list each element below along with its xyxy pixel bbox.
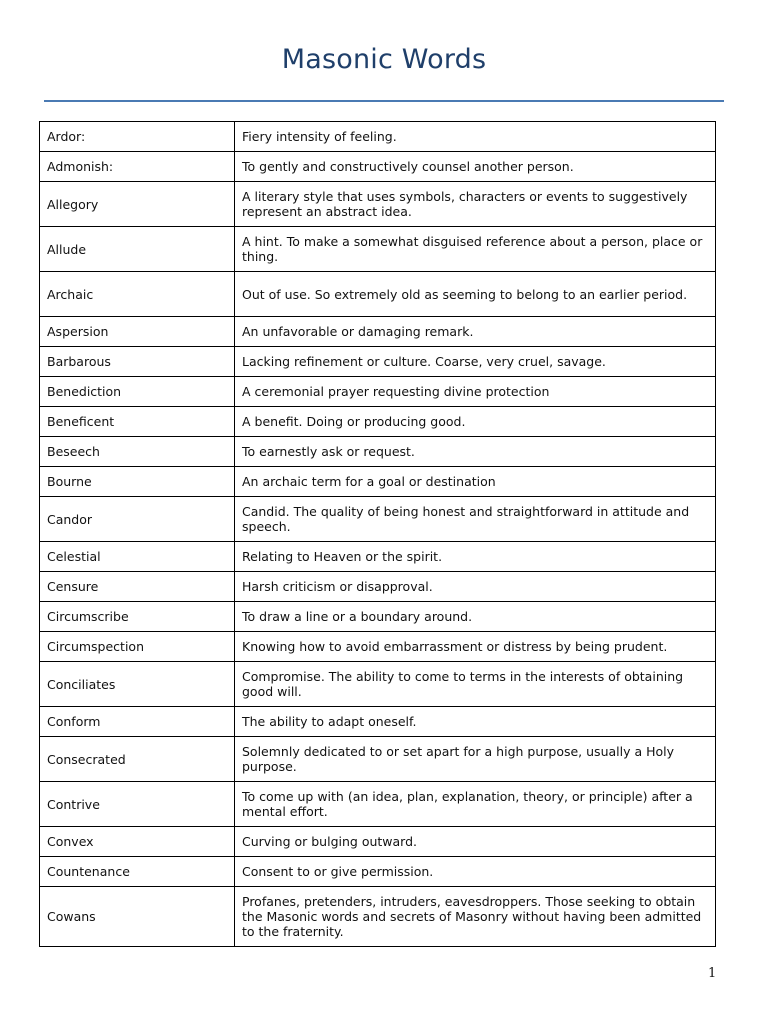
- definition-cell: A ceremonial prayer requesting divine protection: [235, 377, 716, 407]
- term-cell: Candor: [40, 497, 235, 542]
- definition-cell: A literary style that uses symbols, characters or events to suggestively represent an abstract idea.: [235, 182, 716, 227]
- term-cell: Cowans: [40, 887, 235, 947]
- term-cell: Conform: [40, 707, 235, 737]
- definition-cell: Harsh criticism or disapproval.: [235, 572, 716, 602]
- definition-cell: Knowing how to avoid embarrassment or distress by being prudent.: [235, 632, 716, 662]
- term-cell: Convex: [40, 827, 235, 857]
- term-cell: Countenance: [40, 857, 235, 887]
- definition-cell: The ability to adapt oneself.: [235, 707, 716, 737]
- term-cell: Beneficent: [40, 407, 235, 437]
- definition-cell: Compromise. The ability to come to terms in the interests of obtaining good will.: [235, 662, 716, 707]
- term-cell: Contrive: [40, 782, 235, 827]
- table-row: [40, 152, 716, 182]
- table-row: [40, 317, 716, 347]
- table-row: [40, 377, 716, 407]
- definition-cell: To come up with (an idea, plan, explanation, theory, or principle) after a mental effort.: [235, 782, 716, 827]
- term-cell: Beseech: [40, 437, 235, 467]
- table-row: [40, 542, 716, 572]
- table-row: [40, 707, 716, 737]
- table-row: [40, 827, 716, 857]
- table-row: [40, 227, 716, 272]
- definition-cell: An archaic term for a goal or destination: [235, 467, 716, 497]
- term-cell: Archaic: [40, 272, 235, 317]
- table-row: [40, 467, 716, 497]
- table-row: [40, 572, 716, 602]
- table-row: [40, 737, 716, 782]
- table-row: [40, 347, 716, 377]
- table-row: [40, 407, 716, 437]
- term-cell: Admonish:: [40, 152, 235, 182]
- definition-cell: To draw a line or a boundary around.: [235, 602, 716, 632]
- definition-cell: To gently and constructively counsel another person.: [235, 152, 716, 182]
- definition-cell: Lacking refinement or culture. Coarse, very cruel, savage.: [235, 347, 716, 377]
- table-row: [40, 857, 716, 887]
- table-row: [40, 182, 716, 227]
- table-row: [40, 437, 716, 467]
- definition-cell: Curving or bulging outward.: [235, 827, 716, 857]
- definition-cell: Profanes, pretenders, intruders, eavesdroppers. Those seeking to obtain the Masonic words and secrets of Masonry without having been admitted to the fraternity.: [235, 887, 716, 947]
- term-cell: Consecrated: [40, 737, 235, 782]
- definition-cell: Candid. The quality of being honest and straightforward in attitude and speech.: [235, 497, 716, 542]
- table-row: [40, 602, 716, 632]
- definition-cell: Consent to or give permission.: [235, 857, 716, 887]
- table-row: [40, 887, 716, 947]
- term-cell: Aspersion: [40, 317, 235, 347]
- page-title: Masonic Words: [281, 44, 487, 75]
- definition-cell: To earnestly ask or request.: [235, 437, 716, 467]
- table-row: [40, 497, 716, 542]
- table-row: [40, 632, 716, 662]
- term-cell: Circumscribe: [40, 602, 235, 632]
- definition-cell: A benefit. Doing or producing good.: [235, 407, 716, 437]
- definition-cell: A hint. To make a somewhat disguised reference about a person, place or thing.: [235, 227, 716, 272]
- page-number: 1: [708, 966, 717, 981]
- glossary-table: [39, 121, 716, 947]
- term-cell: Allude: [40, 227, 235, 272]
- term-cell: Barbarous: [40, 347, 235, 377]
- term-cell: Ardor:: [40, 122, 235, 152]
- term-cell: Allegory: [40, 182, 235, 227]
- term-cell: Celestial: [40, 542, 235, 572]
- term-cell: Bourne: [40, 467, 235, 497]
- term-cell: Censure: [40, 572, 235, 602]
- table-row: [40, 782, 716, 827]
- definition-cell: Solemnly dedicated to or set apart for a high purpose, usually a Holy purpose.: [235, 737, 716, 782]
- term-cell: Circumspection: [40, 632, 235, 662]
- term-cell: Conciliates: [40, 662, 235, 707]
- definition-cell: An unfavorable or damaging remark.: [235, 317, 716, 347]
- table-row: [40, 122, 716, 152]
- table-row: [40, 272, 716, 317]
- definition-cell: Relating to Heaven or the spirit.: [235, 542, 716, 572]
- definition-cell: Fiery intensity of feeling.: [235, 122, 716, 152]
- term-cell: Benediction: [40, 377, 235, 407]
- title-divider: [44, 100, 724, 102]
- table-row: [40, 662, 716, 707]
- definition-cell: Out of use. So extremely old as seeming to belong to an earlier period.: [235, 272, 716, 317]
